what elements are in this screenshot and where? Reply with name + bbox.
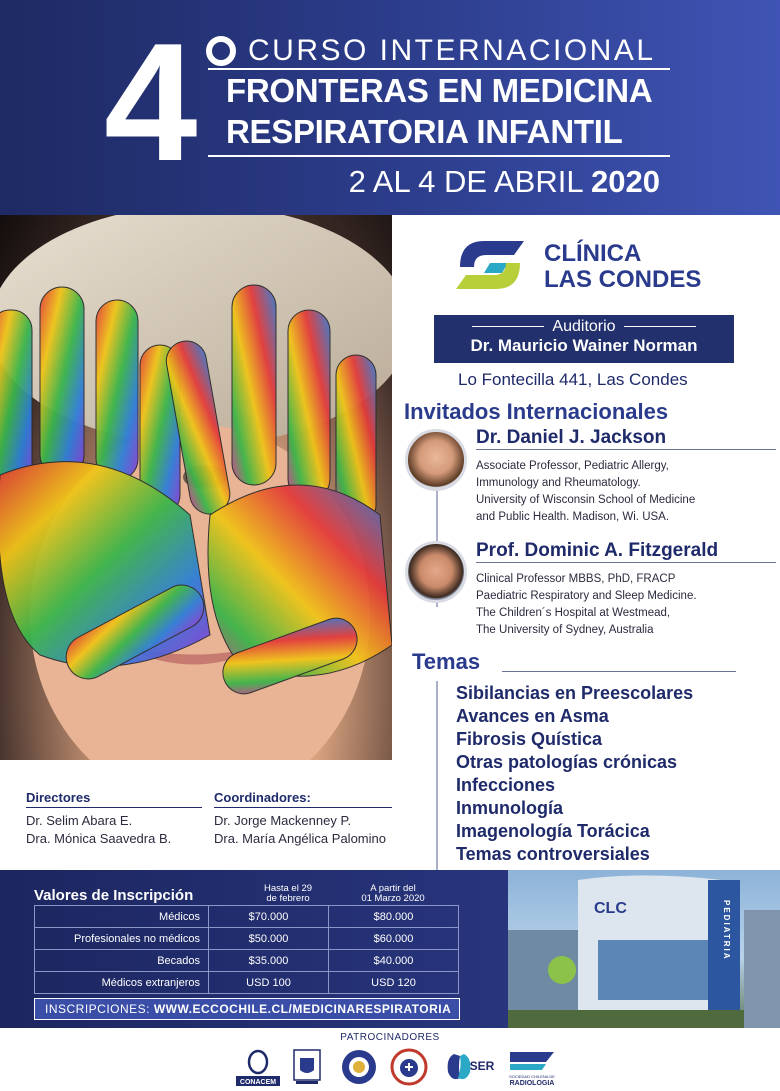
fees-column-early-line: de febrero [266,893,310,904]
edition-number: 4 [104,8,194,196]
topics-heading: Temas [412,649,481,674]
speaker-bio-line: Clinical Professor MBBS, PhD, FRACP [476,573,676,585]
speaker-name: Prof. Dominic A. Fitzgerald [476,540,719,561]
topic-item: Imagenología Torácica [456,821,650,841]
speaker-bio-line: Paediatric Respiratory and Sleep Medicine. [476,590,697,602]
fees-column-late [328,884,458,904]
course-title-line1: FRONTERAS EN MEDICINA [226,72,653,109]
topics-bar [436,681,438,871]
topics-list [456,682,693,866]
ser-logo-icon [444,1048,496,1086]
header-divider-bottom [208,155,670,157]
fee-category: Becados [35,950,209,972]
fee-late: $80.000 [329,906,459,928]
speaker-bio-line: and Public Health. Madison, Wi. USA. [476,511,670,523]
auditorium-box [434,315,734,363]
dates-year: 2020 [591,164,660,199]
speaker-bio-line: The Children´s Hospital at Westmead, [476,607,671,619]
clinic-building-photo [508,870,780,1028]
speaker-bio-line: University of Wisconsin School of Medicine [476,494,696,506]
topic-item: Temas controversiales [456,844,650,864]
conacem-logo-text: CONACEM [239,1079,277,1086]
auditorium-name: Dr. Mauricio Wainer Norman [470,336,698,355]
coordinator-name: Dra. María Angélica Palomino [214,831,386,846]
society-seal-icon [340,1048,378,1086]
table-row [35,950,459,972]
speaker-name: Dr. Daniel J. Jackson [476,427,667,448]
event-dates [349,164,660,200]
clinic-name-line1: CLÍNICA [544,240,642,267]
registration-label: INSCRIPCIONES: [45,1002,154,1016]
coordinator-name: Dr. Jorge Mackenney P. [214,813,352,828]
pediatric-society-seal-icon [390,1048,428,1086]
clinic-name [544,241,701,293]
speaker-bio-line: Immunology and Rheumatology. [476,477,641,489]
topic-item: Fibrosis Quística [456,729,603,749]
radiology-society-logo-icon [506,1048,558,1086]
speaker-bio-line: Associate Professor, Pediatric Allergy, [476,460,669,472]
director-name: Dra. Mónica Saavedra B. [26,831,172,846]
topic-item: Sibilancias en Preescolares [456,683,694,703]
fee-early: $50.000 [209,928,329,950]
fee-late: $40.000 [329,950,459,972]
speaker-bio [476,458,695,526]
clinic-name-line2: LAS CONDES [544,266,702,293]
radiology-society-logo-text-main: RADIOLOGIA [509,1080,555,1086]
fee-early: USD 100 [209,972,329,994]
course-title-line2: RESPIRATORIA INFANTIL [226,113,623,150]
clinica-las-condes-logo-icon [454,233,526,297]
speaker-avatar [405,541,467,603]
directors-block [26,790,202,847]
venue-address: Lo Fontecilla 441, Las Condes [458,370,688,389]
coordinators-heading: Coordinadores: [214,790,392,808]
event-info-column [392,215,780,870]
header-divider-top [208,68,670,70]
course-label: CURSO INTERNACIONAL [248,34,656,67]
fees-column-early-line: Hasta el 29 [263,883,313,894]
directors-heading: Directores [26,790,202,808]
ser-logo-text: SER [469,1059,495,1073]
table-row [35,906,459,928]
speaker-divider [476,562,776,563]
topic-item: Avances en Asma [456,706,609,726]
radiology-society-logo-text: SOCIEDAD CHILENA DE [509,1074,555,1079]
table-row [35,928,459,950]
fee-category: Médicos extranjeros [35,972,209,994]
topics-divider [502,671,736,672]
table-row [35,972,459,994]
fees-heading: Valores de Inscripción [34,887,194,904]
guests-heading: Invitados Internacionales [404,399,669,424]
topic-item: Infecciones [456,775,556,795]
sponsors-heading: PATROCINADORES [340,1032,440,1043]
fees-table [34,905,459,994]
coordinators-block [214,790,392,847]
fee-early: $70.000 [209,906,329,928]
topic-item: Otras patologías crónicas [456,752,678,772]
event-header [0,0,780,215]
fee-late: $60.000 [329,928,459,950]
fees-column-late-line: A partir del [370,883,416,894]
director-name: Dr. Selim Abara E. [26,813,133,828]
speaker-divider [476,449,776,450]
registration-url[interactable]: WWW.ECCOCHILE.CL/MEDICINARESPIRATORIA [153,1002,452,1016]
speaker-bio [476,571,697,639]
conacem-logo-icon [236,1048,280,1086]
fee-late: USD 120 [329,972,459,994]
child-painted-hands-photo [0,215,392,760]
ordinal-mark-icon [206,36,236,66]
topic-item: Inmunología [456,798,563,818]
registration-link[interactable] [34,998,460,1020]
speaker-avatar [405,429,467,491]
building-vertical-sign: PEDIATRIA [722,900,731,961]
fee-category: Médicos [35,906,209,928]
auditorium-label: Auditorio [434,318,734,336]
building-sign: CLC [594,900,627,917]
dates-text: 2 AL 4 DE ABRIL [348,164,592,199]
fee-early: $35.000 [209,950,329,972]
speaker-bio-line: The University of Sydney, Australia [476,624,654,636]
fee-category: Profesionales no médicos [35,928,209,950]
fees-column-late-line: 01 Marzo 2020 [361,893,425,904]
university-crest-icon [292,1048,322,1086]
